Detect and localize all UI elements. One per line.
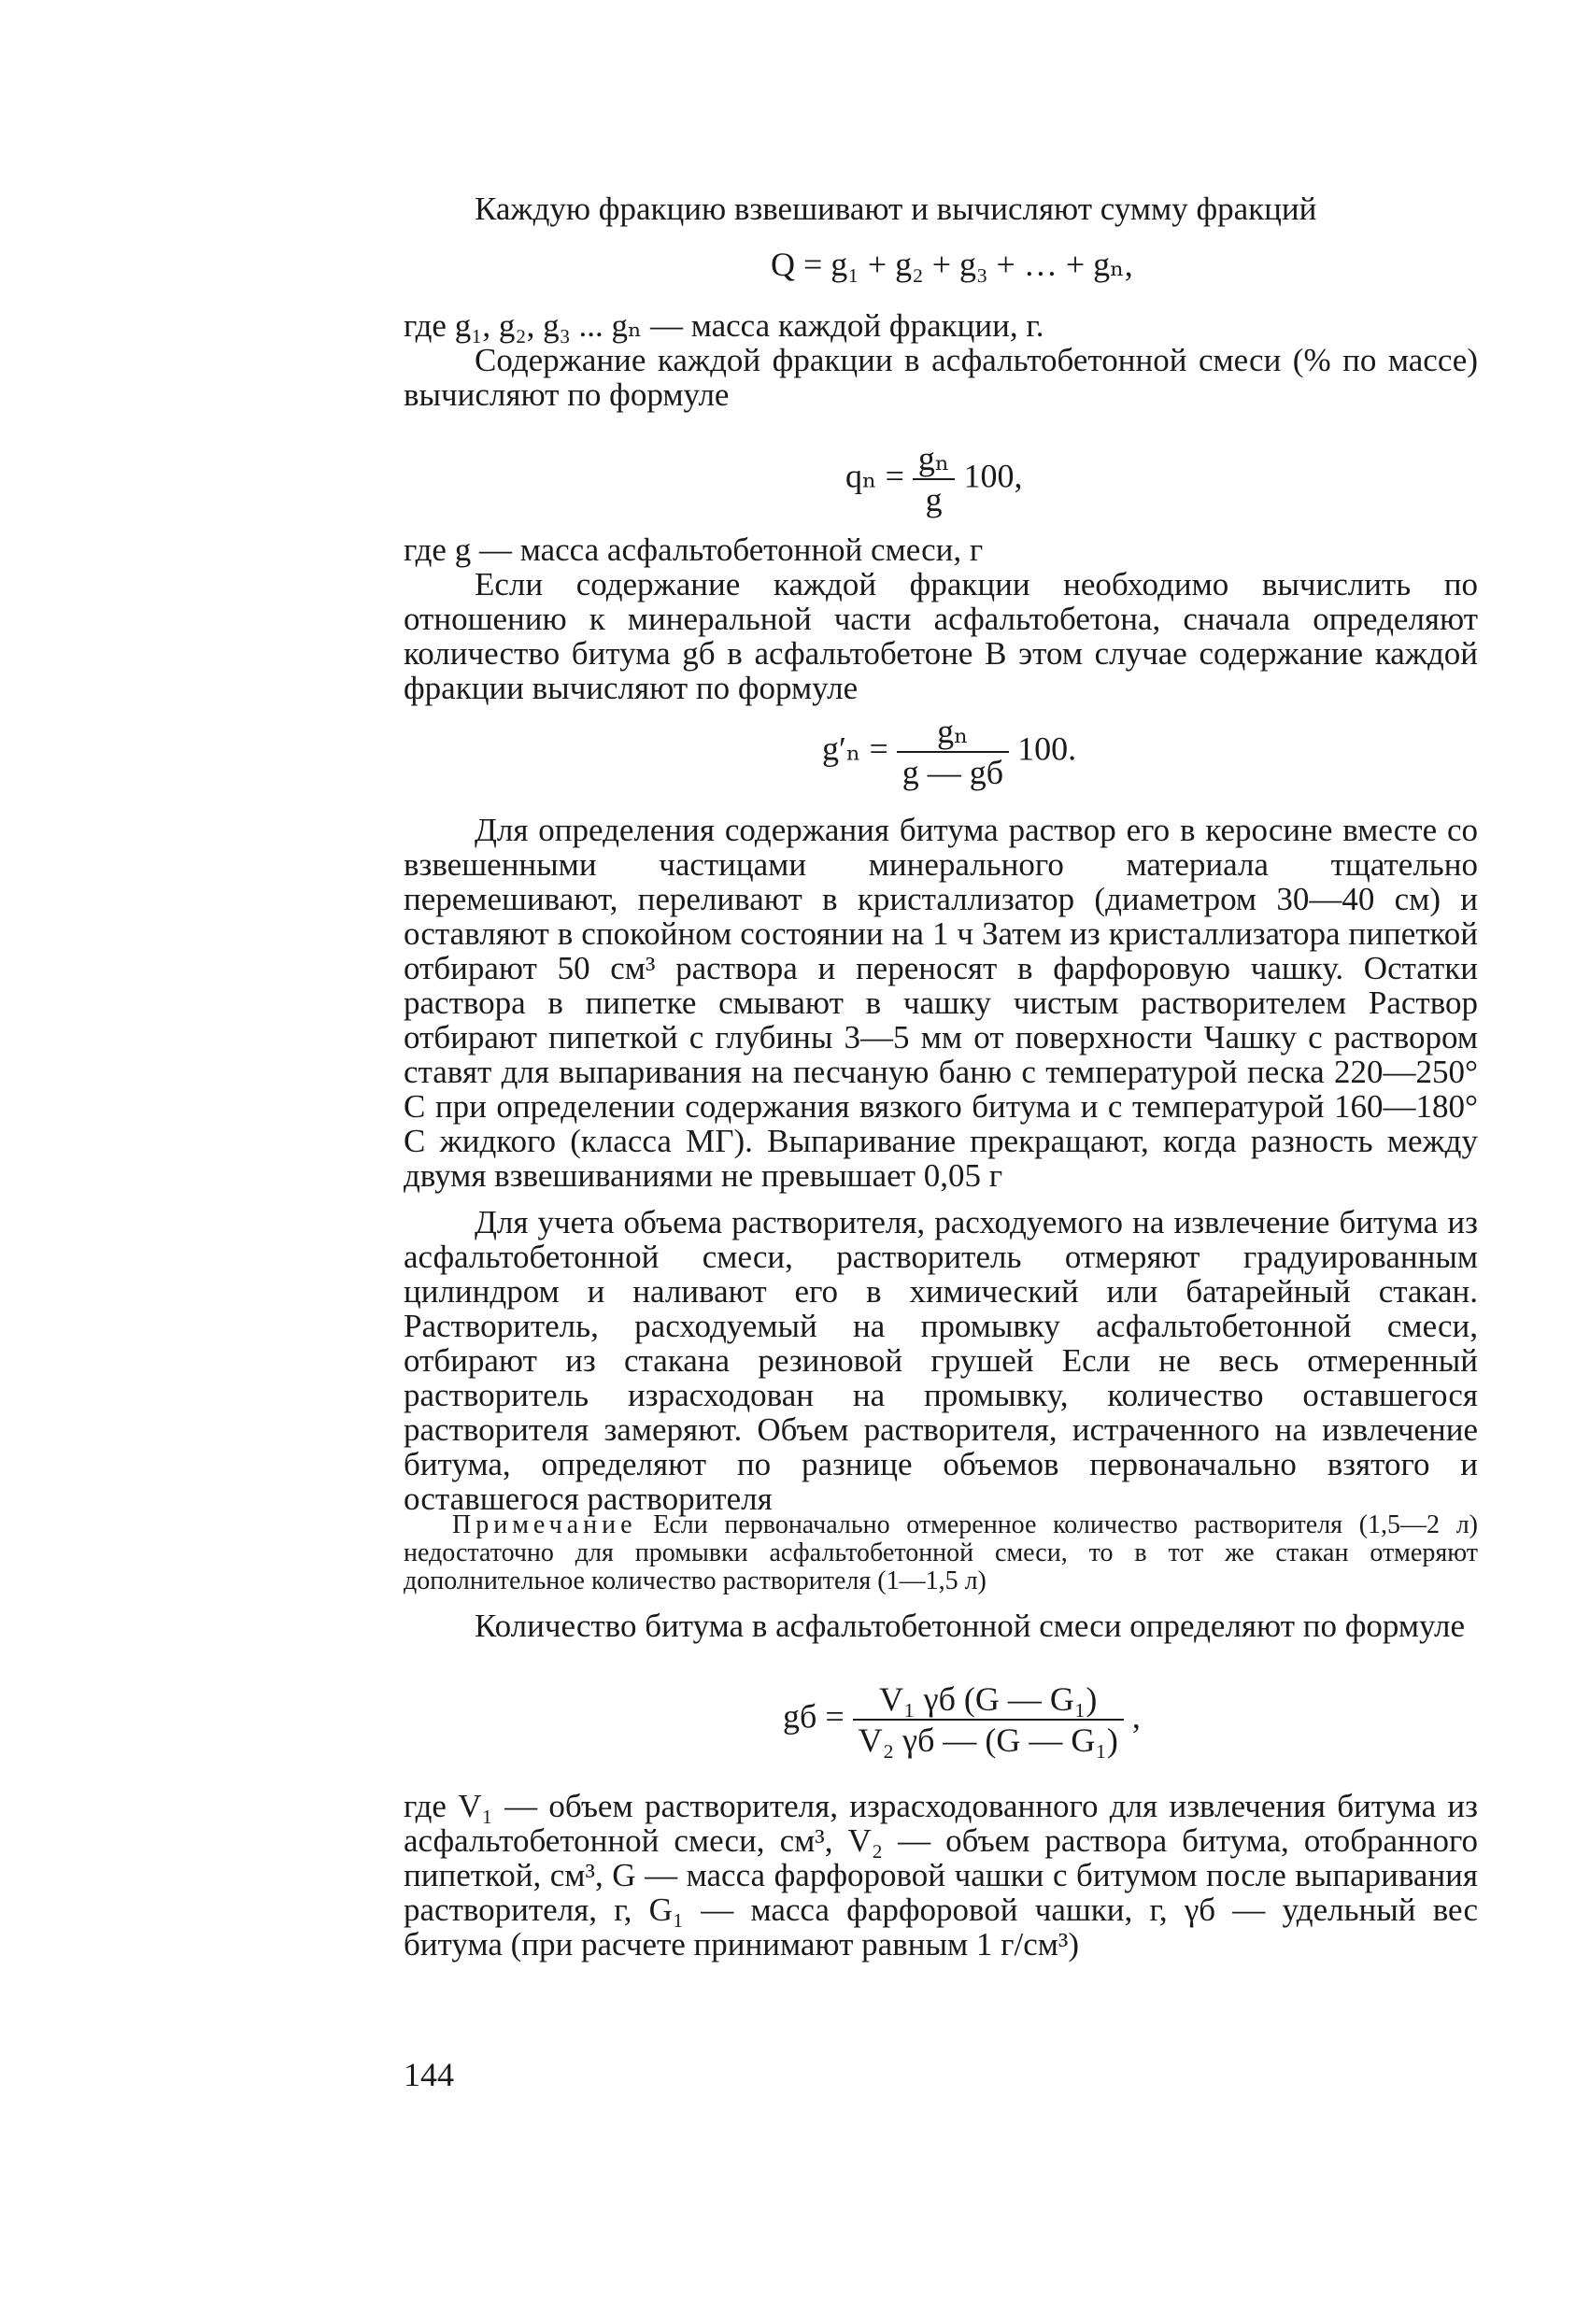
qn-formula-lhs: qₙ = [845,457,904,495]
qn-formula [845,439,1022,519]
where-v-paragraph: где V₁ — объем растворителя, израсходованного для извлечения битума из асфальтобетонной смеси, см³, V₂ — объем раствора битума, отобранного пипеткой, см³, G — масса фарфоровой чашки с битумом после выпаривания растворителя, г, G₁ — масса фарфоровой чашки, г, γб — удельный вес битума (при расчете принимают равным 1 г/см³) [404,1788,1478,1963]
mineral-paragraph: Если содержание каждой фракции необходимо вычислить по отношению к минеральной части асфальтобетона, сначала определяют количество битума gб в асфальтобетоне В этом случае содержание каждой фракции вычисляют по формуле [404,566,1478,706]
note-paragraph [404,1511,1478,1595]
definitions-block-1 [404,308,1478,412]
gb-fraction [853,1679,1124,1760]
qn-formula-tail: 100, [963,457,1023,495]
gb-formula-tail: , [1131,1697,1141,1736]
solvent-paragraph: Для учета объема растворителя, расходуемого на извлечение битума из асфальтобетонной смеси, растворитель отмеряют градуированным цилиндром и наливают его в химический или батарейный стакан. Растворитель, расходуемый на промывку асфальтобетонной смеси, отбирают из стакана резиновой грушей Если не весь отмеренный растворитель израсходован на промывку, количество оставшегося растворителя замеряют. Объем растворителя, истраченного на извлечение битума, определяют по разнице объемов первоначально взятого и оставшегося растворителя [404,1204,1478,1517]
definitions-block-3 [404,1789,1478,1962]
bitumen-block [404,813,1478,1193]
definitions-block-2 [404,532,1478,705]
sum-formula: Q = g₁ + g₂ + g₃ + … + gₙ, [771,246,1133,283]
note-block [404,1511,1478,1595]
quantity-block [404,1608,1478,1643]
where-g-mass-line: где g — масса асфальтобетонной смеси, г [404,531,984,568]
gb-denominator: V₂ γб — (G — G₁) [853,1719,1124,1760]
bitumen-paragraph: Для определения содержания битума раствор его в керосине вместе со взвешенными частицами минерального материала тщательно перемешивают, переливают в кристаллизатор (диаметром 30—40 см) и оставляют в спокойном состоянии на 1 ч Затем из кристаллизатора пипеткой отбирают 50 см³ раствора и переносят в фарфоровую чашку. Остатки раствора в пипетке смывают в чашку чистым растворителем Раствор отбирают пипеткой с глубины 3—5 мм от поверхности Чашку с раствором ставят для выпаривания на песчаную баню с температурой песка 220—250° С при определении содержания вязкого битума и с температурой 160—180° С жидкого (класса МГ). Выпаривание прекращают, когда разность между двумя взвешиваниями не превышает 0,05 г [404,812,1478,1194]
quantity-paragraph: Количество битума в асфальтобетонной смеси определяют по формуле [475,1608,1465,1644]
intro-block [404,191,1478,226]
intro-line: Каждую фракцию взвешивают и вычисляют сумму фракций [475,191,1317,227]
gn-formula-tail: 100. [1017,730,1077,768]
where-g-line: где g₁, g₂, g₃ ... gₙ — масса каждой фракции, г. [404,307,1044,344]
qn-numerator: gₙ [917,440,950,477]
qn-fraction [913,439,956,519]
gn-formula [822,712,1076,792]
gn-denominator: g — gб [897,751,1009,792]
content-paragraph: Содержание каждой фракции в асфальтобетонной смеси (% по массе) вычисляют по формуле [404,342,1478,413]
gb-formula-lhs: gб = [783,1697,845,1736]
note-text: Если первоначально отмеренное количество растворителя (1,5—2 л) недостаточно для промывки асфальтобетонной смеси, то в тот же стакан отмеряют дополнительное количество растворителя (1—1,5 л) [404,1510,1479,1595]
note-heading: Примечание [452,1510,637,1539]
solvent-block [404,1205,1478,1516]
gn-fraction [897,712,1009,792]
qn-denominator: g [913,478,956,519]
page-number: 144 [404,2056,454,2093]
gb-formula [783,1679,1141,1760]
gn-numerator: gₙ [937,713,969,750]
gn-formula-lhs: g′ₙ = [822,730,888,768]
gb-numerator: V₁ γб (G — G₁) [879,1680,1098,1718]
